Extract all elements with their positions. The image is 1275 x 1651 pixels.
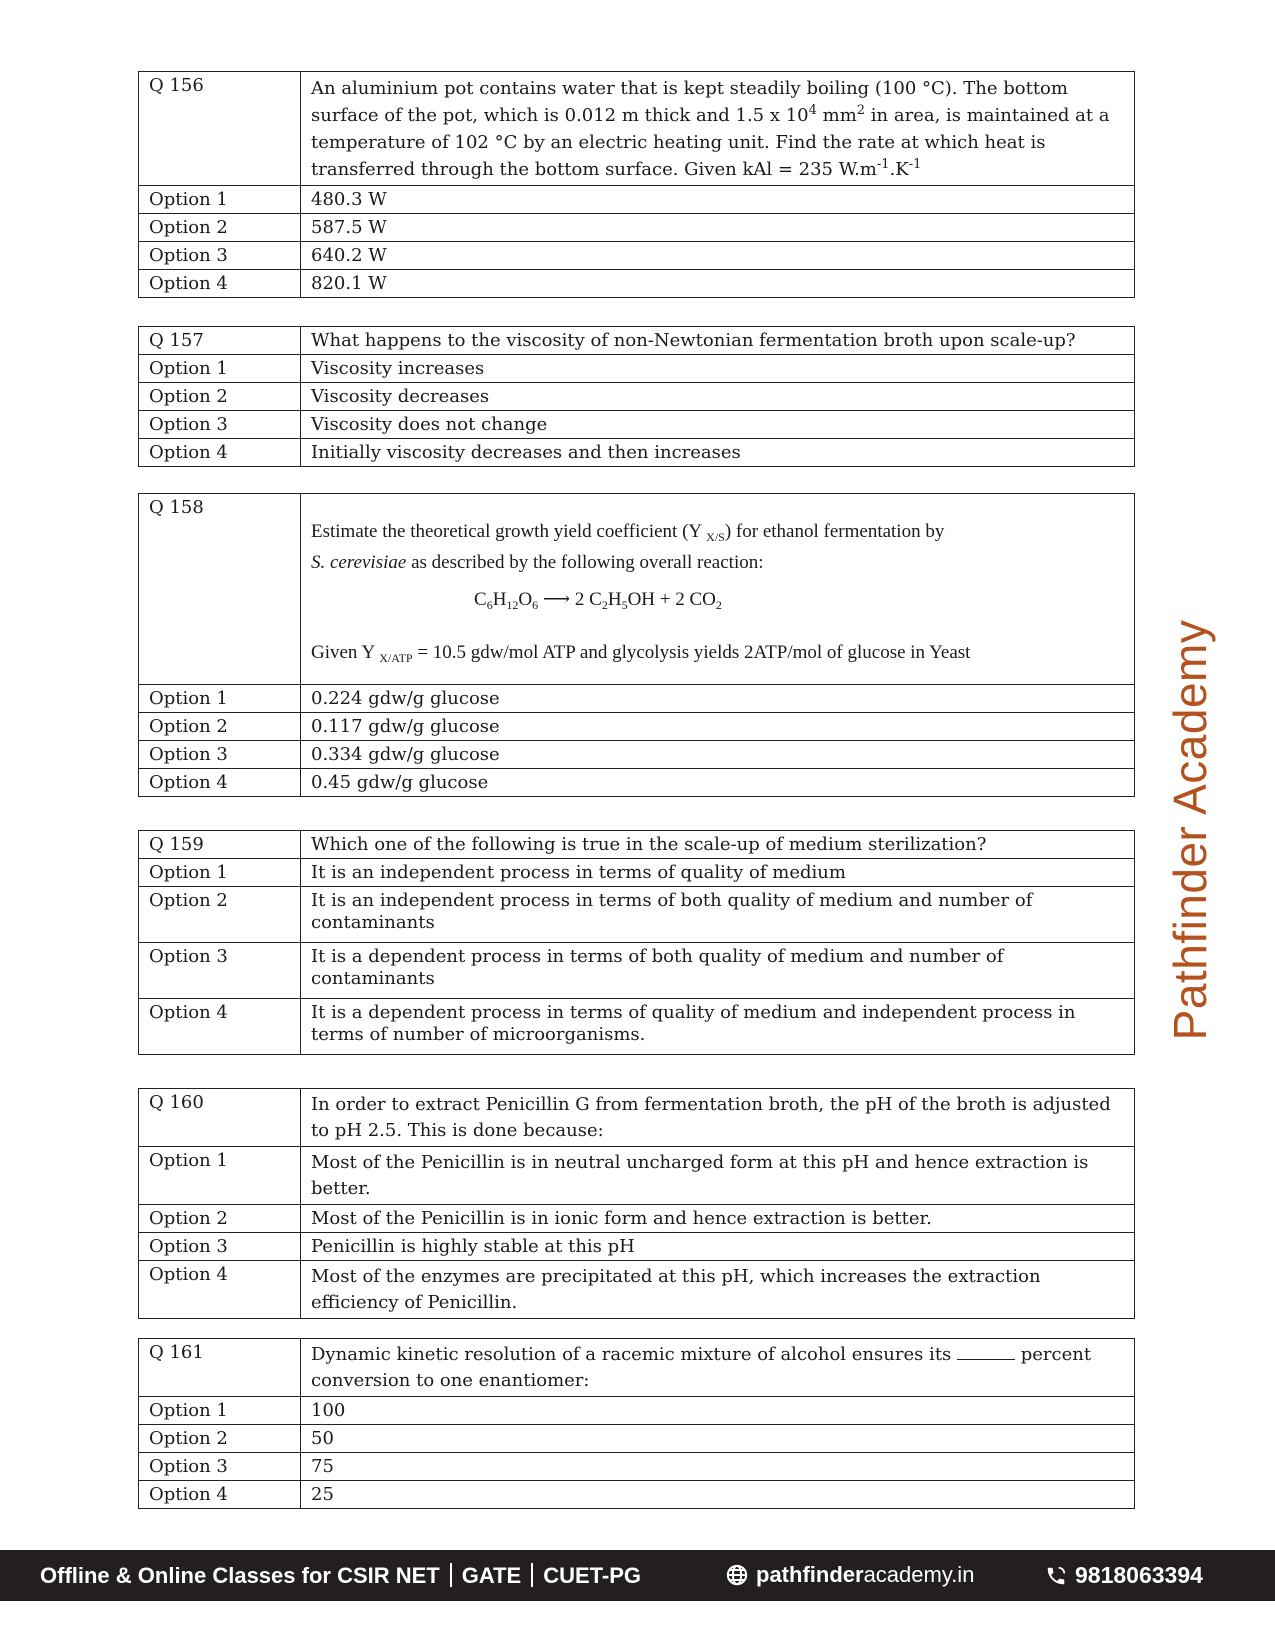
option-text: It is a dependent process in terms of quality of medium and independent process in terms of number of microorganisms. (301, 999, 1135, 1055)
footer-tagline-part: Offline & Online Classes for CSIR NET (40, 1563, 440, 1588)
option-text: It is an independent process in terms of both quality of medium and number of contaminants (301, 887, 1135, 943)
option-row (139, 1261, 1135, 1319)
watermark (1150, 620, 1230, 1040)
footer-phone[interactable] (1045, 1562, 1203, 1589)
option-text: Viscosity decreases (301, 383, 1135, 411)
question-text: Which one of the following is true in the scale-up of medium sterilization? (301, 831, 1135, 859)
question-number: Q 159 (139, 831, 301, 859)
website-light: academy.in (863, 1562, 975, 1587)
option-text: 50 (301, 1425, 1135, 1453)
question-table-160 (138, 1088, 1135, 1319)
question-table-158 (138, 493, 1135, 797)
answer-blank (957, 1343, 1015, 1360)
option-label: Option 2 (139, 383, 301, 411)
option-row (139, 741, 1135, 769)
question-text: An aluminium pot contains water that is kept steadily boiling (100 °C). The bottom surface of the pot, which is 0.012 m thick and 1.5 x $10^4$ $mm^2$ in area, is maintained at a temperature of 102 °C by an electric heating unit. Find the rate at which heat is transferred through the bottom surface. Given kAl = 235 $W.m^{-1}.K^{-1}$ (301, 72, 1135, 186)
question-table-159 (138, 830, 1135, 1055)
question-number: Q 161 (139, 1339, 301, 1397)
option-text: 75 (301, 1453, 1135, 1481)
question-number: Q 157 (139, 327, 301, 355)
option-row (139, 1425, 1135, 1453)
question-number: Q 158 (139, 494, 301, 685)
phone-number: 9818063394 (1075, 1562, 1203, 1588)
option-text: 25 (301, 1481, 1135, 1509)
option-row (139, 1397, 1135, 1425)
question-number: Q 160 (139, 1089, 301, 1147)
option-label: Option 2 (139, 887, 301, 943)
option-label: Option 3 (139, 943, 301, 999)
option-text: Most of the Penicillin is in neutral uncharged form at this pH and hence extraction is better. (301, 1147, 1135, 1205)
option-text: 480.3 W (301, 186, 1135, 214)
option-row (139, 242, 1135, 270)
option-row (139, 270, 1135, 298)
option-text: 0.45 gdw/g glucose (301, 769, 1135, 797)
question-table-156 (138, 71, 1135, 298)
option-label: Option 4 (139, 439, 301, 467)
option-row (139, 439, 1135, 467)
option-text: 100 (301, 1397, 1135, 1425)
question-number: Q 156 (139, 72, 301, 186)
option-row (139, 1205, 1135, 1233)
footer-tagline (40, 1563, 641, 1589)
option-label: Option 1 (139, 186, 301, 214)
option-text: Penicillin is highly stable at this pH (301, 1233, 1135, 1261)
reaction-equation: $C_6H_{12}O_6$ ⟶ 2 $C_2H_5OH + 2$ $CO_2$ (474, 589, 722, 612)
option-label: Option 1 (139, 355, 301, 383)
option-label: Option 4 (139, 769, 301, 797)
option-label: Option 3 (139, 741, 301, 769)
option-text: 0.224 gdw/g glucose (301, 685, 1135, 713)
option-label: Option 3 (139, 1453, 301, 1481)
option-label: Option 1 (139, 859, 301, 887)
option-text: Initially viscosity decreases and then increases (301, 439, 1135, 467)
option-text: 587.5 W (301, 214, 1135, 242)
option-text: 820.1 W (301, 270, 1135, 298)
option-row (139, 713, 1135, 741)
option-row (139, 859, 1135, 887)
website-bold: pathfinder (756, 1562, 864, 1587)
option-text: Most of the enzymes are precipitated at this pH, which increases the extraction efficiency of Penicillin. (301, 1261, 1135, 1319)
option-label: Option 3 (139, 1233, 301, 1261)
footer-bar (0, 1550, 1275, 1601)
option-text: It is a dependent process in terms of both quality of medium and number of contaminants (301, 943, 1135, 999)
question-text: Estimate the theoretical growth yield coefficient (Y $_{X/S}$) for ethanol fermentation by S. cerevisiae as described by the following overall reaction: $C_6H_{12}O_6$ ⟶ 2 $C_2H_5OH + 2$ $CO_2$ Given Y $_{X/ATP}$ = 10.5 gdw/mol ATP and glycolysis yields 2ATP/mol of glucose in Yeast (301, 494, 1135, 685)
option-row (139, 999, 1135, 1055)
option-text: 0.334 gdw/g glucose (301, 741, 1135, 769)
question-text: Dynamic kinetic resolution of a racemic mixture of alcohol ensures its percent conversion to one enantiomer: (301, 1339, 1135, 1397)
option-label: Option 4 (139, 1261, 301, 1319)
divider (531, 1563, 533, 1587)
option-row (139, 685, 1135, 713)
footer-tagline-part: GATE (461, 1563, 522, 1588)
question-text: What happens to the viscosity of non-Newtonian fermentation broth upon scale-up? (301, 327, 1135, 355)
option-label: Option 2 (139, 1425, 301, 1453)
option-label: Option 2 (139, 214, 301, 242)
option-row (139, 355, 1135, 383)
option-label: Option 1 (139, 1397, 301, 1425)
option-label: Option 3 (139, 242, 301, 270)
option-label: Option 4 (139, 999, 301, 1055)
option-text: Viscosity increases (301, 355, 1135, 383)
option-row (139, 1481, 1135, 1509)
option-row (139, 383, 1135, 411)
option-row (139, 214, 1135, 242)
watermark-text: Pathfinder Academy (1164, 619, 1216, 1041)
option-label: Option 1 (139, 685, 301, 713)
divider (450, 1563, 452, 1587)
footer-website[interactable] (726, 1562, 974, 1588)
option-row (139, 887, 1135, 943)
option-row (139, 943, 1135, 999)
option-text: Viscosity does not change (301, 411, 1135, 439)
question-table-157 (138, 326, 1135, 467)
question-text: In order to extract Penicillin G from fermentation broth, the pH of the broth is adjusted to pH 2.5. This is done because: (301, 1089, 1135, 1147)
option-label: Option 4 (139, 270, 301, 298)
question-table-161 (138, 1338, 1135, 1509)
option-row (139, 1453, 1135, 1481)
option-text: It is an independent process in terms of quality of medium (301, 859, 1135, 887)
option-text: Most of the Penicillin is in ionic form and hence extraction is better. (301, 1205, 1135, 1233)
option-label: Option 3 (139, 411, 301, 439)
option-label: Option 1 (139, 1147, 301, 1205)
option-row (139, 186, 1135, 214)
option-row (139, 769, 1135, 797)
phone-icon (1045, 1565, 1067, 1587)
option-row (139, 1147, 1135, 1205)
option-text: 0.117 gdw/g glucose (301, 713, 1135, 741)
option-label: Option 2 (139, 713, 301, 741)
globe-icon (726, 1564, 748, 1586)
option-row (139, 1233, 1135, 1261)
footer-tagline-part: CUET-PG (543, 1563, 642, 1588)
option-text: 640.2 W (301, 242, 1135, 270)
option-label: Option 2 (139, 1205, 301, 1233)
option-row (139, 411, 1135, 439)
option-label: Option 4 (139, 1481, 301, 1509)
